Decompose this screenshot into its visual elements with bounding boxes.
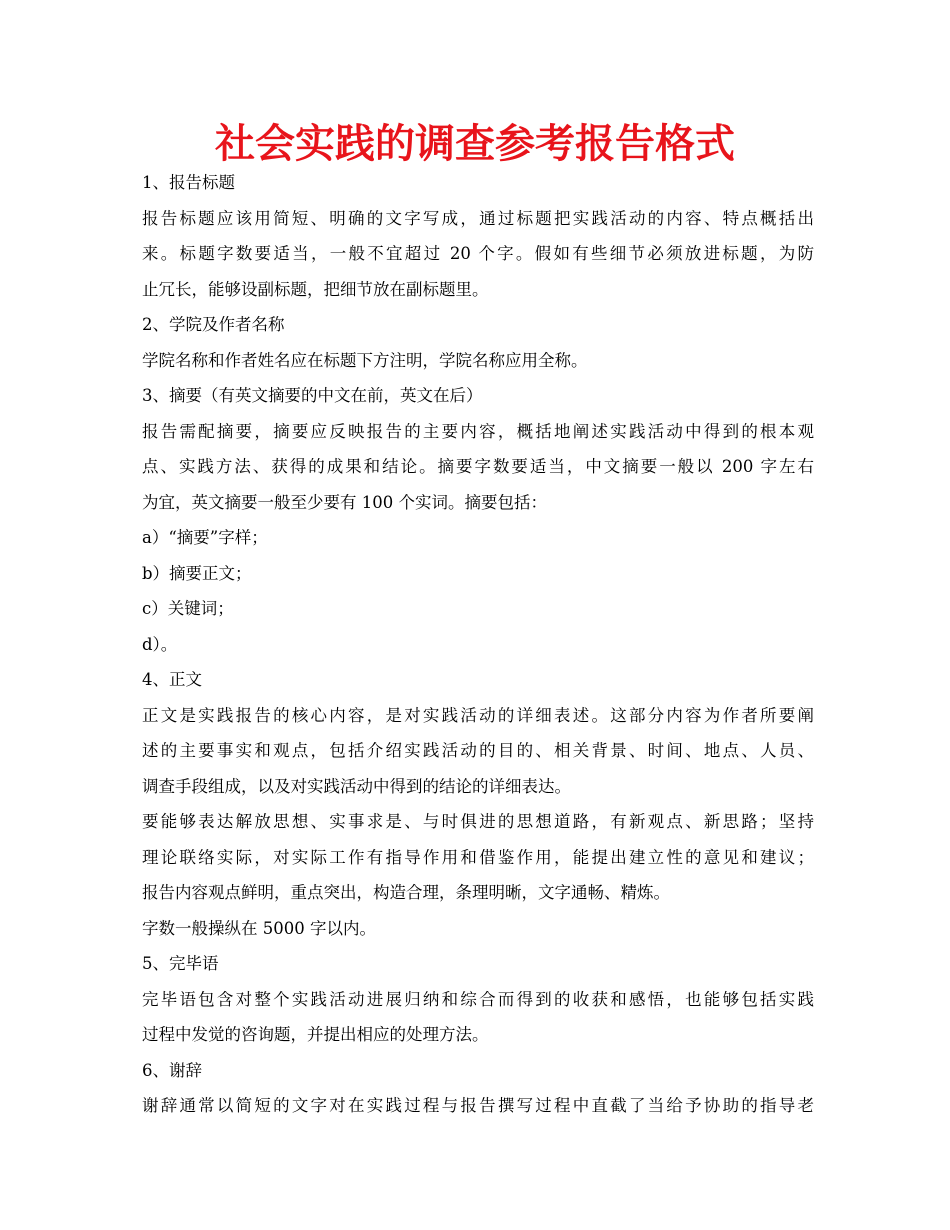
list-item: c）关键词；: [142, 599, 234, 618]
list-item: a）“摘要”字样；: [142, 528, 268, 547]
section-heading: 2、学院及作者名称: [142, 315, 285, 334]
paragraph-line: 字数一般操纵在 5000 字以内。: [142, 918, 376, 938]
paragraph-line: 述的主要事实和观点，包括介绍实践活动的目的、相关背景、时间、地点、人员、: [142, 741, 814, 760]
paragraph-line: 止冗长，能够设副标题，把细节放在副标题里。: [142, 279, 489, 299]
paragraph-line: 谢辞通常以简短的文字对在实践过程与报告撰写过程中直截了当给予协助的指导老: [142, 1096, 814, 1115]
paragraph-line: 点、实践方法、获得的成果和结论。摘要字数要适当，中文摘要一般以 200 字左右: [142, 457, 814, 476]
paragraph-line: 报告标题应该用简短、明确的文字写成，通过标题把实践活动的内容、特点概括出: [142, 208, 814, 228]
paragraph-line: 要能够表达解放思想、实事求是、与时俱进的思想道路，有新观点、新思路；坚持: [142, 812, 814, 831]
document-title: 社会实践的调查参考报告格式: [215, 121, 735, 167]
section-heading: 4、正文: [142, 670, 202, 689]
paragraph-line: 理论联络实际，对实际工作有指导作用和借鉴作用，能提出建立性的意见和建议；: [142, 847, 814, 867]
paragraph-line: 报告内容观点鲜明，重点突出，构造合理，条理明晰，文字通畅、精炼。: [142, 883, 670, 902]
paragraph-line: 调查手段组成，以及对实践活动中得到的结论的详细表达。: [142, 776, 571, 796]
paragraph-line: 为宜，英文摘要一般至少要有 100 个实词。摘要包括：: [142, 492, 547, 512]
list-item: d）。: [142, 634, 178, 654]
section-heading: 6、谢辞: [142, 1060, 202, 1080]
paragraph-line: 来。标题字数要适当，一般不宜超过 20 个字。假如有些细节必须放进标题，为防: [142, 244, 814, 263]
paragraph-line: 报告需配摘要，摘要应反映报告的主要内容，概括地阐述实践活动中得到的根本观: [142, 421, 814, 441]
list-item: b）摘要正文；: [142, 563, 252, 583]
paragraph-line: 学院名称和作者姓名应在标题下方注明，学院名称应用全称。: [142, 350, 588, 370]
section-heading: 5、完毕语: [142, 954, 219, 973]
document-body: [142, 165, 814, 1124]
section-heading: 3、摘要（有英文摘要的中文在前，英文在后）: [142, 386, 483, 405]
paragraph-line: 正文是实践报告的核心内容，是对实践活动的详细表述。这部分内容为作者所要阐: [142, 705, 814, 725]
paragraph-line: 完毕语包含对整个实践活动进展归纳和综合而得到的收获和感悟，也能够包括实践: [142, 989, 814, 1009]
section-heading: 1、报告标题: [142, 173, 235, 192]
paragraph-line: 过程中发觉的咨询题，并提出相应的处理方法。: [142, 1025, 489, 1044]
